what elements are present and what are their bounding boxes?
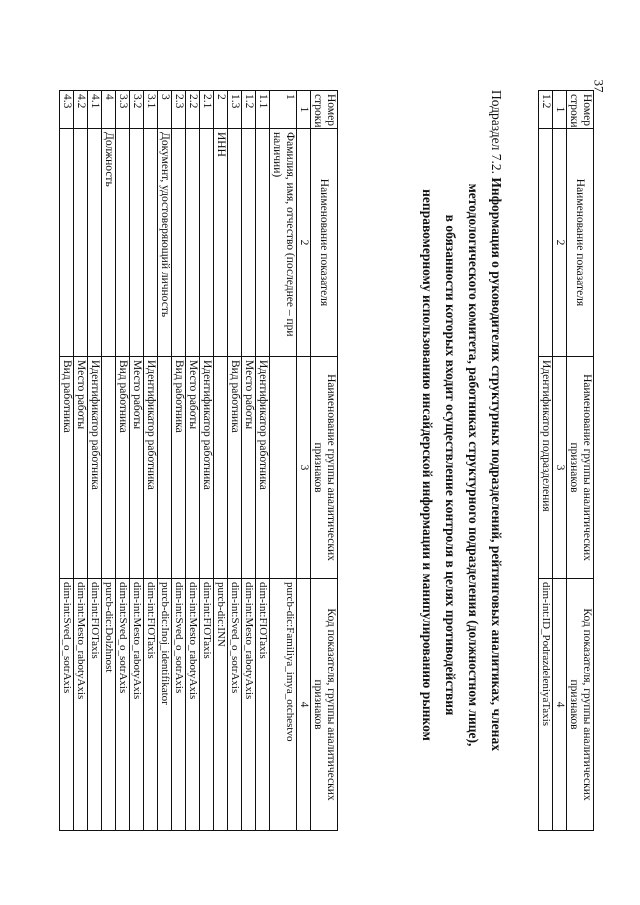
- header-cell: Код показателя, группы аналитических признаков: [311, 579, 338, 831]
- indicator-name-cell: Должность: [102, 129, 116, 357]
- row-number-cell: 1: [270, 91, 297, 129]
- indicator-name-cell: [172, 129, 186, 357]
- code-cell: dim-int:FIOTaxis: [144, 579, 158, 831]
- page-number: 37: [591, 79, 607, 93]
- group-name-cell: Место работы: [242, 357, 256, 579]
- table-row: [172, 91, 186, 831]
- column-number: 3: [553, 357, 567, 579]
- column-number-row: [553, 91, 567, 831]
- group-name-cell: Место работы: [130, 357, 144, 579]
- group-name-cell: Идентификатор работника: [200, 357, 214, 579]
- indicator-name-cell: ИНН: [214, 129, 228, 357]
- row-number-cell: 4.2: [74, 91, 88, 129]
- indicator-name-cell: [130, 129, 144, 357]
- code-cell: dim-int:Sved_o_sotrAxis: [116, 579, 130, 831]
- column-number: 4: [553, 579, 567, 831]
- code-cell: dim-int:Mesto_rabotyAxis: [74, 579, 88, 831]
- row-number-cell: 1.1: [256, 91, 270, 129]
- table-2: [59, 90, 338, 831]
- subsection-title-line-4: неправомерному использованию инсайдерской информации и манипулированию рынком: [420, 189, 435, 741]
- column-number: 1: [297, 91, 311, 129]
- code-cell: dim-int:Sved_o_sotrAxis: [60, 579, 74, 831]
- column-number: 3: [297, 357, 311, 579]
- row-number-cell: 3.2: [130, 91, 144, 129]
- code-cell: dim-int:Mesto_rabotyAxis: [242, 579, 256, 831]
- row-number-cell: 1.2: [539, 91, 553, 129]
- group-name-cell: Идентификатор работника: [88, 357, 102, 579]
- code-cell: dim-int:Sved_o_sotrAxis: [228, 579, 242, 831]
- indicator-name-cell: [88, 129, 102, 357]
- group-name-cell: Идентификатор работника: [256, 357, 270, 579]
- row-number-cell: 4: [102, 91, 116, 129]
- table-header-row: [311, 91, 338, 831]
- table-row: [144, 91, 158, 831]
- code-cell: dim-int:ID_PodrazdeleniyaTaxis: [539, 579, 553, 831]
- table-row: [186, 91, 200, 831]
- row-number-cell: 3: [158, 91, 172, 129]
- table-header-row: [567, 91, 594, 831]
- column-number: 2: [553, 129, 567, 357]
- row-number-cell: 4.1: [88, 91, 102, 129]
- indicator-name-cell: [116, 129, 130, 357]
- row-number-cell: 2.2: [186, 91, 200, 129]
- indicator-name-cell: [256, 129, 270, 357]
- header-cell: Номер строки: [311, 91, 338, 129]
- table-row: [242, 91, 256, 831]
- table-row: [130, 91, 144, 831]
- indicator-name-cell: Документ, удостоверяющий личность: [158, 129, 172, 357]
- row-number-cell: 3.1: [144, 91, 158, 129]
- group-name-cell: Вид работника: [228, 357, 242, 579]
- table-row: [228, 91, 242, 831]
- code-cell: dim-int:FIOTaxis: [200, 579, 214, 831]
- code-cell: purcb-dic:INN: [214, 579, 228, 831]
- subsection-heading: [416, 90, 508, 840]
- header-cell: Наименование группы аналитических признаков: [311, 357, 338, 579]
- table-row: [270, 91, 297, 831]
- code-cell: purcb-dic:Familiya_imya_otchestvo: [270, 579, 297, 831]
- column-number: 1: [553, 91, 567, 129]
- subsection-title-line-3: в обязанности которых входит осуществление контроля в целях противодействия: [443, 214, 458, 716]
- group-name-cell: Идентификатор подразделения: [539, 357, 553, 579]
- row-number-cell: 2.3: [172, 91, 186, 129]
- group-name-cell: Вид работника: [116, 357, 130, 579]
- group-name-cell: [102, 357, 116, 579]
- table-1: [538, 90, 594, 831]
- table-row: [74, 91, 88, 831]
- table-row: [102, 91, 116, 831]
- row-number-cell: 1.3: [228, 91, 242, 129]
- code-cell: dim-int:Mesto_rabotyAxis: [186, 579, 200, 831]
- code-cell: dim-int:Sved_o_sotrAxis: [172, 579, 186, 831]
- table-row: [158, 91, 172, 831]
- row-number-cell: 3.3: [116, 91, 130, 129]
- group-name-cell: Вид работника: [60, 357, 74, 579]
- row-number-cell: 2.1: [200, 91, 214, 129]
- code-cell: purcb-dic:Inoj_identifikator: [158, 579, 172, 831]
- indicator-name-cell: [539, 129, 553, 357]
- row-number-cell: 1.2: [242, 91, 256, 129]
- table-row: [256, 91, 270, 831]
- table-row: [200, 91, 214, 831]
- indicator-name-cell: [200, 129, 214, 357]
- table-row: [88, 91, 102, 831]
- table-row: [214, 91, 228, 831]
- header-cell: Номер строки: [567, 91, 594, 129]
- group-name-cell: [214, 357, 228, 579]
- group-name-cell: [270, 357, 297, 579]
- header-cell: Код показателя, группы аналитических признаков: [567, 579, 594, 831]
- group-name-cell: Место работы: [74, 357, 88, 579]
- column-number: 2: [297, 129, 311, 357]
- indicator-name-cell: Фамилия, имя, отчество (последнее – при наличии): [270, 129, 297, 357]
- group-name-cell: [158, 357, 172, 579]
- table-row: [60, 91, 74, 831]
- indicator-name-cell: [74, 129, 88, 357]
- row-number-cell: 4.3: [60, 91, 74, 129]
- group-name-cell: Идентификатор работника: [144, 357, 158, 579]
- code-cell: dim-int:Mesto_rabotyAxis: [130, 579, 144, 831]
- column-number-row: [297, 91, 311, 831]
- indicator-name-cell: [228, 129, 242, 357]
- header-cell: Наименование группы аналитических признаков: [567, 357, 594, 579]
- code-cell: dim-int:FIOTaxis: [88, 579, 102, 831]
- table-row: [116, 91, 130, 831]
- indicator-name-cell: [242, 129, 256, 357]
- code-cell: purcb-dic:Dolzhnost: [102, 579, 116, 831]
- column-number: 4: [297, 579, 311, 831]
- subsection-prefix: Подраздел 7.2.: [489, 90, 504, 175]
- group-name-cell: Вид работника: [172, 357, 186, 579]
- table-row: [539, 91, 553, 831]
- indicator-name-cell: [186, 129, 200, 357]
- subsection-title-line-1: Информация о руководителях структурных подразделений, рейтинговых аналитиках, членах: [489, 177, 504, 751]
- header-cell: Наименование показателя: [311, 129, 338, 357]
- header-cell: Наименование показателя: [567, 129, 594, 357]
- group-name-cell: Место работы: [186, 357, 200, 579]
- rotated-page-content: [40, 80, 600, 850]
- subsection-title-line-2: методологического комитета, работниках структурного подразделения (должностном лице),: [466, 183, 481, 747]
- indicator-name-cell: [144, 129, 158, 357]
- code-cell: dim-int:FIOTaxis: [256, 579, 270, 831]
- indicator-name-cell: [60, 129, 74, 357]
- row-number-cell: 2: [214, 91, 228, 129]
